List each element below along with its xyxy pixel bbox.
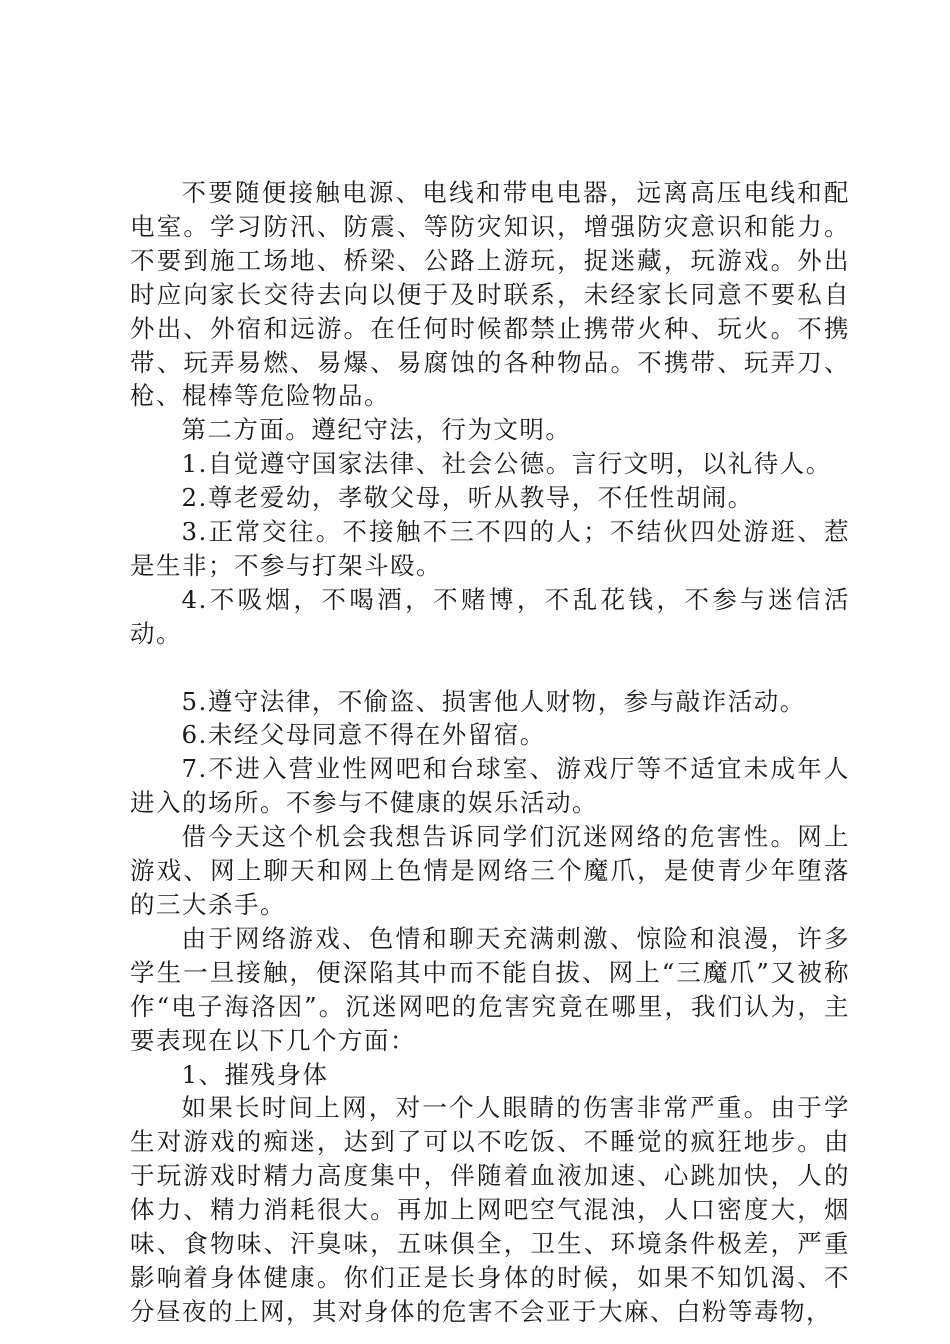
list-item-1: 1.自觉遵守国家法律、社会公德。言行文明，以礼待人。 [181,449,832,479]
list-item-4: 4.不吸烟，不喝酒，不赌博，不乱花钱，不参与迷信活动。 [130,584,850,648]
paragraph-internet-harm-intro: 借今天这个机会我想告诉同学们沉迷网络的危害性。网上游戏、网上聊天和网上色情是网络三个魔爪，是使青少年堕落的三大杀手。 [130,822,850,920]
list-item-6: 6.未经父母同意不得在外留宿。 [181,720,546,750]
list-item-3: 3.正常交往。不接触不三不四的人；不结伙四处游逛、惹是生非；不参与打架斗殴。 [130,517,850,580]
paragraph-safety-rules: 不要随便接触电源、电线和带电电器，远离高压电线和配电室。学习防汛、防震、等防灾知识，增强防灾意识和能力。不要到施工场地、桥梁、公路上游玩，捉迷藏，玩游戏。外出时应向家长交待去向以便于及时联系，未经家长同意不要私自外出、外宿和远游。在任何时候都禁止携带火种、玩火。不携带、玩弄易燃、易爆、易腐蚀的各种物品。不携带、玩弄刀、枪、棍棒等危险物品。 [130,178,850,411]
list-item-7: 7.不进入营业性网吧和台球室、游戏厅等不适宜未成年人进入的场所。不参与不健康的娱乐活动。 [130,754,850,818]
paragraph-section-two-heading: 第二方面。遵纪守法，行为文明。 [181,415,572,445]
blank-line [130,651,850,685]
list-item-2: 2.尊老爱幼，孝敬父母，听从教导，不任性胡闹。 [181,483,754,513]
document-body [130,176,850,1329]
paragraph-body-harm: 如果长时间上网，对一个人眼睛的伤害非常严重。由于学生对游戏的痴迷，达到了可以不吃饭、不睡觉的疯狂地步。由于玩游戏时精力高度集中，伴随着血液加速、心跳加快，人的体力、精力消耗很大。再加上网吧空气混浊，人口密度大，烟味、食物味、汗臭味，五味俱全，卫生、环境条件极差，严重影响着身体健康。你们正是长身体的时候，如果不知饥渴、不分昼夜的上网，其对身体的危害不会亚于大麻、白粉等毒物， [130,1093,850,1326]
paragraph-internet-addiction: 由于网络游戏、色情和聊天充满刺激、惊险和浪漫，许多学生一旦接触，便深陷其中而不能自拔、网上“三魔爪”又被称作“电子海洛因”。沉迷网吧的危害究竟在哪里，我们认为，主要表现在以下几个方面： [130,923,850,1055]
list-item-5: 5.遵守法律，不偷盗、损害他人财物，参与敲诈活动。 [181,686,806,716]
section-heading-body-harm: 1、摧残身体 [181,1059,329,1089]
